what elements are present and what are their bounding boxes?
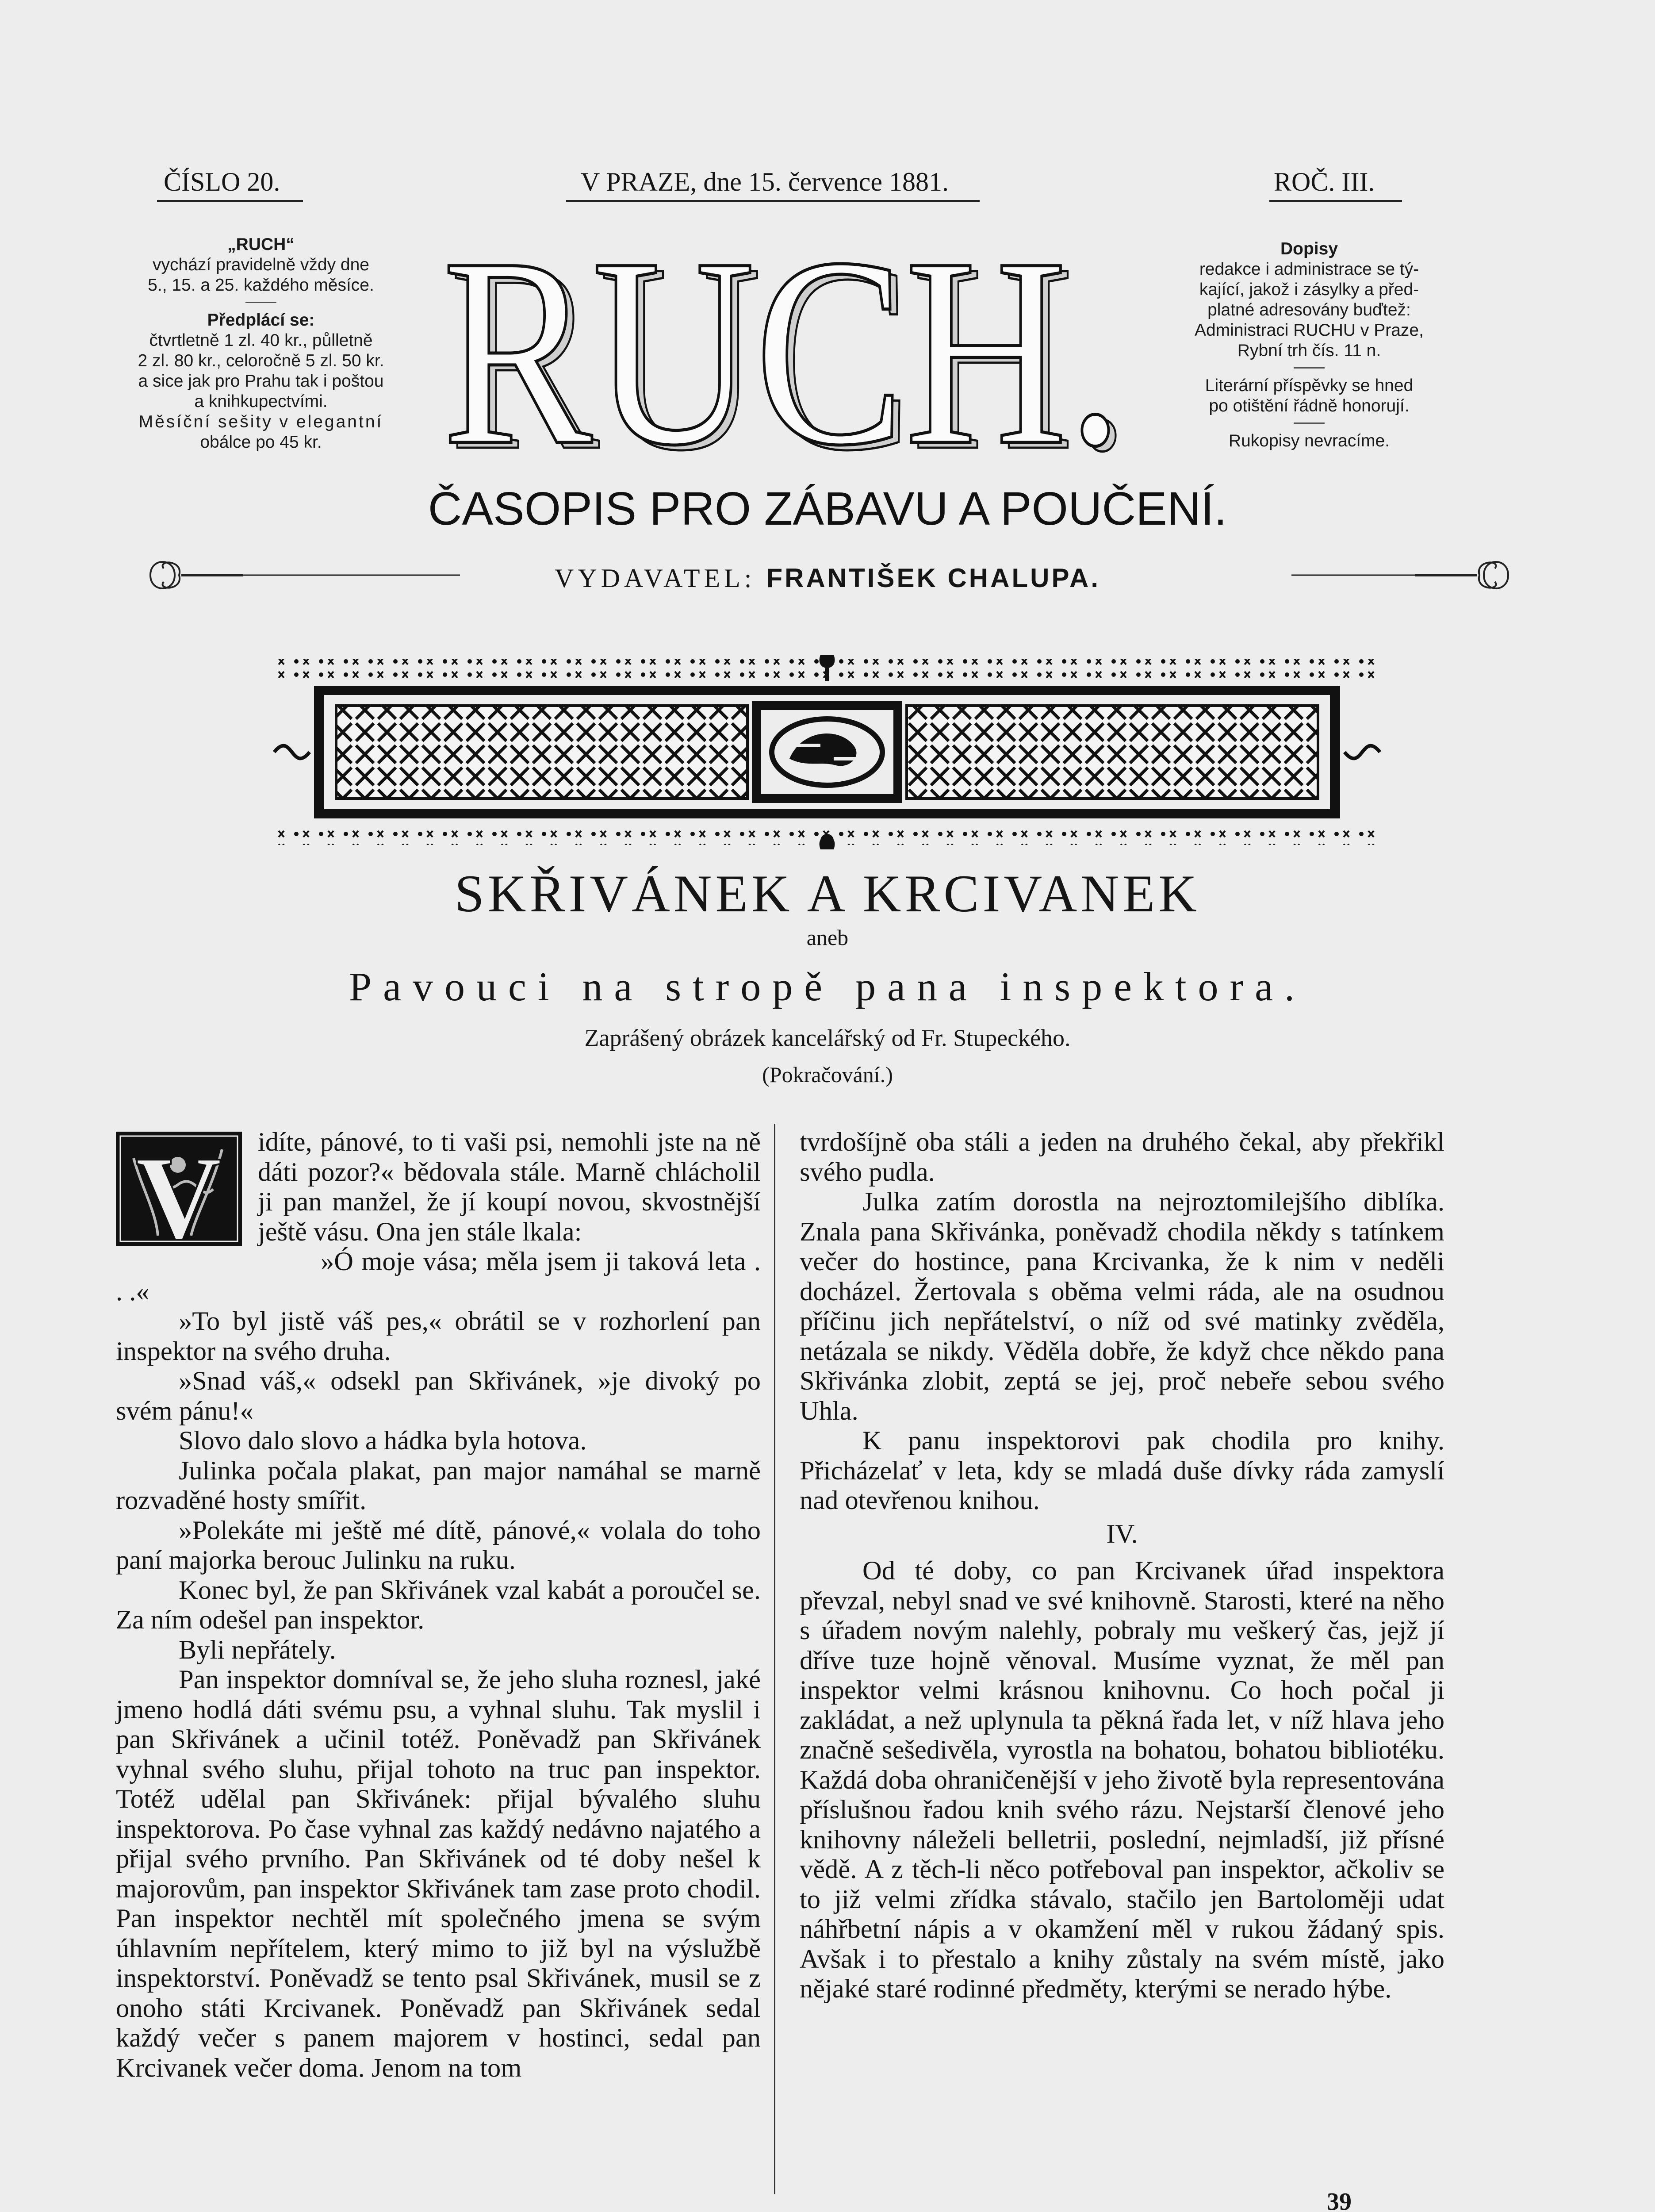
masthead-subtitle: ČASOPIS PRO ZÁBAVU A POUČENÍ. — [428, 483, 1227, 535]
article-paragraph: idíte, pánové, to ti vaši psi, nemohli jste na ně dáti pozor?« bědovala stále. Marně chlácholil ji pan manžel, že jí koupí novou, skvostnější ještě vásu. Ona jen stále lkala: — [258, 1127, 761, 1247]
article-paragraph: Od té doby, co pan Krcivanek úřad inspektora převzal, nebyl snad ve své knihovně. Starosti, které na něho s úřadem novým nalehly, pobraly mu veškerý čas, jejž jí dříve tuze hojně věnoval. Musíme vyznat, že měl pan inspektor velmi krásnou knihovnu. Co hoch počal ji zakládat, a než uplynula ta pěkná řada let, v níž hlava jeho značně sešedivěla, vyrostla na bohatou, bohatou bibliotéku. Každá doba ohraničenější v jeho životě byla representována příslušnou řadou knih svého rázu. Nejstarší členové jeho knihovny náleželi belletrii, poslední, nejmladší, již přísné vědě. A z těch-li něco potřeboval pan inspektor, ačkoliv se to již velmi zřídka stávalo, stačilo jen Bartoloměji udat náhřbetní nápis a v okamžení měl v rukou žádaný spis. Avšak i to přestalo a knihy zůstaly na svém místě, jako nějaké staré rodinné předměty, kterými se nerado hýbe. — [800, 1556, 1444, 2004]
drop-cap — [116, 1132, 242, 1246]
editorial-info — [1150, 239, 1468, 451]
subscription-line: a sice jak pro Prahu tak i poštou — [138, 372, 384, 391]
header-underline-center — [566, 200, 980, 202]
divider — [1294, 367, 1325, 369]
article-paragraph: Pan inspektor domníval se, že jeho sluha roznesl, jaké jmeno hodlá dáti svému psu, a vyhnal sluhu. Tak myslil i pan Skřivánek a učinil totéž. Poněvadž pan Skřivánek vyhnal svého sluhu, přijal tohoto na truc pan inspektor. Totéž udělal pan Skřivánek: přijal bývalého sluhu inspektorova. Po čase vyhnal zas každý nedávno najatého a přijal svého prvního. Pan Skřivánek od té doby nešel k majorovům, pan inspektor Skřivánek tam zase proto chodil. Pan inspektor nechtěl mít společného jmena se svým úhlavním nepřítelem, který mimo to již byl na výslužbě inspektorství. Poněvadž se tento psal Skřivánek, musil se z onoho státi Krcivanek. Poněvadž pan Skřivánek sedal každý večer s panem majorem v hostinci, sedal pan Krcivanek večer doma. Jenom na tom — [116, 1665, 761, 2083]
article-continued: (Pokračování.) — [762, 1062, 893, 1087]
volume-number: ROČ. III. — [1274, 167, 1375, 196]
editorial-line: redakce i administrace se tý- — [1199, 260, 1419, 279]
subscription-label: Předplácí se: — [207, 311, 315, 330]
section-heading: IV. — [1106, 1519, 1138, 1549]
article-paragraph: »Polekáte mi ještě mé dítě, pánové,« volala do toho paní majorka berouc Julinku na ruku. — [116, 1515, 761, 1575]
subscription-line: Měsíční sešity v elegantní — [138, 412, 383, 431]
column-divider — [774, 1124, 775, 2194]
publisher-line — [0, 563, 1655, 594]
editorial-line: kající, jakož i zásylky a před- — [1199, 280, 1419, 299]
publisher-label: VYDAVATEL: — [554, 564, 756, 593]
editorial-line: Literární příspěvky se hned — [1205, 376, 1414, 395]
editorial-line: Rybní trh čís. 11 n. — [1237, 341, 1381, 360]
publisher-name: FRANTIŠEK CHALUPA. — [766, 563, 1101, 593]
subscription-line: a knihkupectvími. — [194, 392, 328, 411]
article-subtitle: Pavouci na stropě pana inspektora. — [349, 964, 1306, 1009]
article-paragraph: »To byl jistě váš pes,« obrátil se v rozhorlení pan inspektor na svého druha. — [116, 1306, 761, 1366]
masthead-title — [422, 241, 1139, 462]
editorial-line: Administraci RUCHU v Praze, — [1195, 321, 1424, 340]
masthead-title-shadow: RUCH. — [449, 241, 1130, 462]
article-paragraph: K panu inspektorovi pak chodila pro knihy. Přicházelať v leta, kdy se mladá duše dívky ráda zamyslí nad otevřenou knihou. — [800, 1426, 1444, 1515]
masthead-title-text: RUCH. — [442, 241, 1123, 462]
article-paragraph: Julinka počala plakat, pan major namáhal se marně rozvaděné hosty smířit. — [116, 1455, 761, 1515]
subscription-line: čtvrtletně 1 zl. 40 kr., půlletně — [149, 331, 373, 350]
divider — [245, 302, 276, 303]
article-paragraph: Julka zatím dorostla na nejroztomilejšího diblíka. Znala pana Skřivánka, poněvadž chodila někdy s tatínkem večer do hostince, pana Krcivanka, že k nim v neděli docházel. Žertovala s oběma velmi ráda, ale na osudnou příčinu jich nepřátelství, o níž od své matinky zvěděla, netázala se nikdy. Věděla dobře, že když chce někdo pana Skřivánka zlobit, zeptá se jej, proč nebeře sebou svého Uhla. — [800, 1187, 1444, 1426]
editorial-line: platné adresovány buďtež: — [1207, 300, 1411, 319]
article-aneb: aneb — [806, 925, 849, 950]
divider — [1294, 422, 1325, 424]
article-column-left — [116, 1127, 761, 2083]
place-date: V PRAZE, dne 15. července 1881. — [581, 167, 949, 196]
header-underline-right — [1269, 200, 1402, 202]
header-underline-left — [157, 200, 303, 202]
article-author: Zaprášený obrázek kancelářský od Fr. Stupeckého. — [584, 1025, 1071, 1051]
subscription-line: 2 zl. 80 kr., celoročně 5 zl. 50 kr. — [138, 351, 384, 370]
subscription-line: vychází pravidelně vždy dne — [153, 255, 369, 274]
article-paragraph: Slovo dalo slovo a hádka byla hotova. — [179, 1426, 587, 1455]
article-paragraph: tvrdošíjně oba stáli a jeden na druhého čekal, aby překřikl svého pudla. — [800, 1127, 1444, 1187]
decorative-headpiece — [265, 655, 1389, 849]
letters-label: Dopisy — [1280, 239, 1338, 258]
article-paragraph: Konec byl, že pan Skřivánek vzal kabát a poroučel se. Za ním odešel pan inspektor. — [116, 1575, 761, 1635]
subscription-line: 5., 15. a 25. každého měsíce. — [148, 276, 374, 295]
article-column-right — [800, 1127, 1444, 2004]
article-paragraph: »Ó moje vása; měla jsem ji taková leta . . .« — [116, 1247, 761, 1306]
subscription-line: obálce po 45 kr. — [200, 433, 322, 452]
editorial-line: po otištění řádně honorují. — [1209, 396, 1410, 415]
ruch-label: „RUCH“ — [227, 235, 295, 254]
article-paragraph: Byli nepřátely. — [179, 1635, 336, 1665]
subscription-info — [111, 234, 411, 453]
article-paragraph: »Snad váš,« odsekl pan Skřivánek, »je divoký po svém pánu!« — [116, 1366, 761, 1426]
editorial-line: Rukopisy nevracíme. — [1228, 431, 1390, 450]
article-title: SKŘIVÁNEK A KRCIVANEK — [455, 864, 1200, 923]
page-number: 39 — [1327, 2188, 1352, 2212]
drop-cap-letter: V — [135, 1132, 222, 1246]
issue-number: ČÍSLO 20. — [164, 167, 280, 196]
